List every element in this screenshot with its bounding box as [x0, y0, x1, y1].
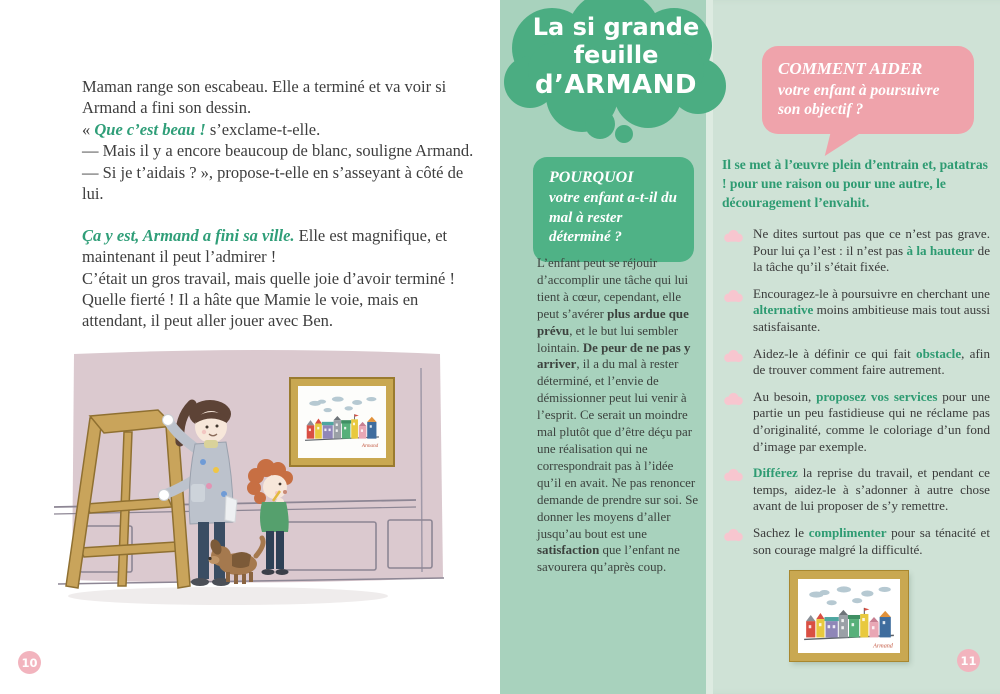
story-text	[82, 76, 484, 332]
advice-list	[722, 226, 990, 558]
advice-item	[722, 465, 990, 515]
right-page	[500, 0, 1000, 694]
pourquoi-answer-text: L’enfant peut se réjouir d’accomplir une tâche qui lui tient à cœur, cependant, elle peut s’avérer plus ardue que prévu, et le but lui sembler lointain. De peur de ne pas y arriver, il a du mal à rester déterminé, et l’envie de démissionner peut lui venir à l’esprit. Ce serait un moindre mal plutôt que d’être déçu par une réalisation qui ne correspondrait pas à l’idée qu’il en avait. Ne pas renoncer demande de prendre sur soi. Se donner les moyens d’aller jusqu’au bout est une satisfaction que l’enfant ne savourera qu’après coup.	[537, 256, 699, 575]
cloud-bullet-icon	[722, 349, 745, 363]
story-illustration	[28, 334, 500, 660]
title-line-3: d’ARMAND	[535, 69, 697, 100]
advice-item	[722, 286, 990, 336]
floor-shadow	[68, 587, 388, 605]
advice-text: Au besoin, proposez vos services pour une partie un peu fastidieuse qui ne réclame pas d’originalité, comme le coloriage d’un fond d’image par exemple.	[753, 388, 990, 454]
book-title	[502, 14, 730, 100]
cloud-bullet-icon	[722, 289, 745, 303]
advice-item	[722, 525, 990, 558]
pourquoi-question: votre enfant a-t-il du mal à rester déterminé ?	[549, 190, 677, 245]
title-line-2: feuille	[573, 40, 659, 69]
advice-text: Ne dites surtout pas que ce n’est pas grave. Pour lui ça l’est : il n’est pas à la hauteur de la tâche qu’il s’était fixée.	[753, 226, 991, 275]
advice-text: Encouragez-le à poursuivre en cherchant une alternative moins ambitieuse mais tout aussi satisfaisante.	[753, 285, 990, 334]
page-number-left: 10	[18, 651, 41, 674]
story-paragraph-2: Ça y est, Armand a fini sa ville. Elle est magnifique, et maintenant il peut l’admirer ! C’était un gros travail, mais quelle joie d’avoir terminé ! Quelle fierté ! Il a hâte que Mamie le voie, mais en attendant, il peut aller jouer avec Ben.	[82, 225, 455, 331]
comment-aider-question: votre enfant à poursuivre son objectif ?	[778, 82, 940, 119]
title-cloud	[502, 0, 730, 148]
advice-text: Aidez-le à définir ce qui fait obstacle, afin de trouver comment faire autrement.	[753, 345, 990, 378]
framed-drawing-wall	[290, 378, 394, 466]
pourquoi-section-heading	[533, 157, 694, 262]
comment-aider-label: COMMENT AIDER	[778, 59, 923, 78]
advice-text: Différez la reprise du travail, et pendant ce temps, aidez-le à s’adonner à autre chose avant de lui proposer de s’y remettre.	[753, 465, 990, 514]
cloud-bullet-icon	[722, 229, 745, 243]
comment-aider-bubble	[762, 46, 974, 134]
title-line-1: La si grande	[532, 13, 700, 41]
framed-drawing-page	[790, 571, 908, 661]
page-number-right: 11	[957, 649, 980, 672]
advice-item	[722, 346, 990, 379]
advice-text: Sachez le complimenter pour sa ténacité et son courage malgré la difficulté.	[753, 524, 990, 557]
cloud-bullet-icon	[722, 468, 745, 482]
pourquoi-label: POURQUOI	[549, 169, 634, 186]
advice-intro-text: Il se met à l’œuvre plein d’entrain et, patatras ! pour une raison ou pour une autre, le découragement l’envahit.	[722, 157, 988, 210]
cloud-bullet-icon	[722, 528, 745, 542]
advice-item	[722, 226, 990, 276]
advice-item	[722, 389, 990, 455]
cloud-bullet-icon	[722, 392, 745, 406]
story-paragraph-1: Maman range son escabeau. Elle a terminé et va voir si Armand a fini son dessin. « Que c’est beau ! s’exclame-t-elle. — Mais il y a encore beaucoup de blanc, souligne Armand. — Si je t’aidais ? », propose-t-elle en s’asseyant à côté de lui.	[82, 77, 474, 204]
